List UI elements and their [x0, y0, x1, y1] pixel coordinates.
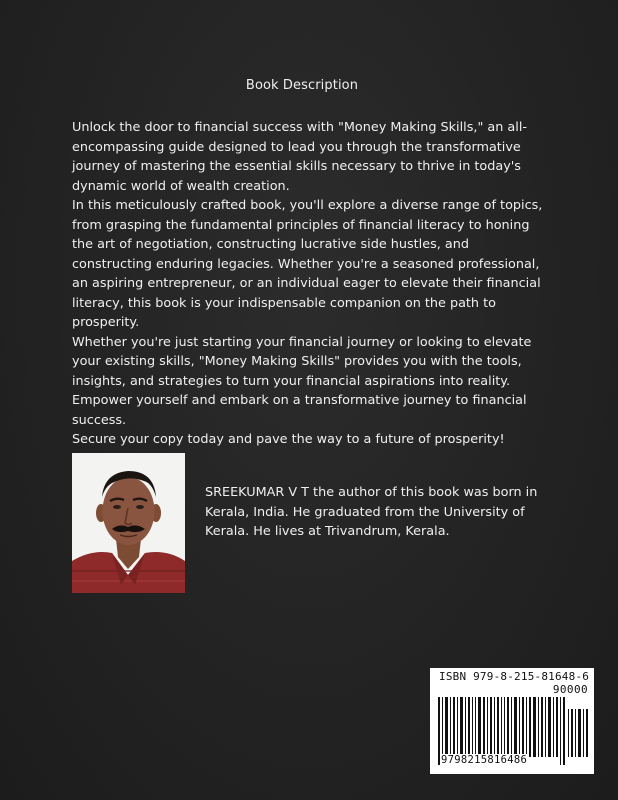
isbn-barcode — [430, 668, 594, 774]
description-paragraph-4: Secure your copy today and pave the way to a future of prosperity! — [72, 432, 505, 447]
barcode-number: 9798215816486 — [441, 754, 528, 766]
author-portrait-image — [72, 453, 185, 593]
isbn-label: ISBN 979-8-215-81648-6 — [439, 670, 590, 683]
description-paragraph-3: Whether you're just starting your financial journey or looking to elevate your existing skills, "Money Making Skills" provides you with the tools, insights, and strategies to turn your financial aspirations into reality. Empower yourself and embark on a transformative journey to financial success. — [72, 334, 532, 428]
description-paragraph-2: In this meticulously crafted book, you'll explore a diverse range of topics, from grasping the fundamental principles of financial literacy to honing the art of negotiation, constructing lucrative side hustles, and constructing enduring legacies. Whether you're a seasoned professional, an aspiring entrepreneur, or an individual eager to elevate their financial literacy, this book is your indispensable companion on the path to prosperity. — [72, 198, 543, 330]
description-paragraph-1: Unlock the door to financial success with "Money Making Skills," an all-encompassing guide designed to lead you through the transformative journey of mastering the essential skills necessary to thrive in today's dynamic world of wealth creation. — [72, 120, 528, 194]
author-photo — [72, 453, 185, 593]
book-description-heading: Book Description — [245, 78, 359, 93]
author-bio: SREEKUMAR V T the author of this book was born in Kerala, India. He graduated from the University of Kerala. He lives at Trivandrum, Kerala. — [205, 485, 538, 539]
price-code: 90000 — [552, 683, 588, 696]
book-description-text — [72, 118, 550, 450]
